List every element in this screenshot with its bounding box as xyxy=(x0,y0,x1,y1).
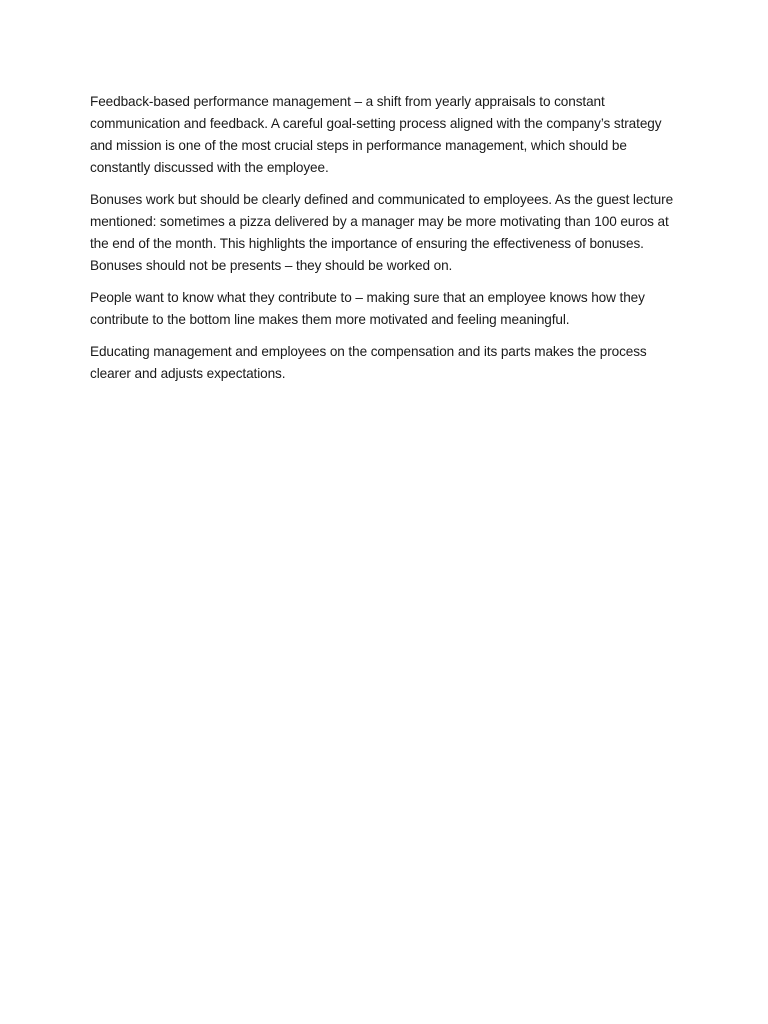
paragraph-education: Educating management and employees on the compensation and its parts makes the process clearer and adjusts expectations. xyxy=(90,344,647,381)
document-body xyxy=(90,91,680,395)
paragraph-bonuses: Bonuses work but should be clearly defined and communicated to employees. As the guest lecture mentioned: sometimes a pizza delivered by a manager may be more motivating than 100 euros at the end of the month. This highlights the importance of ensuring the effectiveness of bonuses. Bonuses should not be presents – they should be worked on. xyxy=(90,192,674,273)
paragraph-contribution: People want to know what they contribute to – making sure that an employee knows how they contribute to the bottom line makes them more motivated and feeling meaningful. xyxy=(90,290,645,327)
paragraph-performance-management: Feedback-based performance management – a shift from yearly appraisals to constant communication and feedback. A careful goal-setting process aligned with the company’s strategy and mission is one of the most crucial steps in performance management, which should be constantly discussed with the employee. xyxy=(90,94,662,175)
